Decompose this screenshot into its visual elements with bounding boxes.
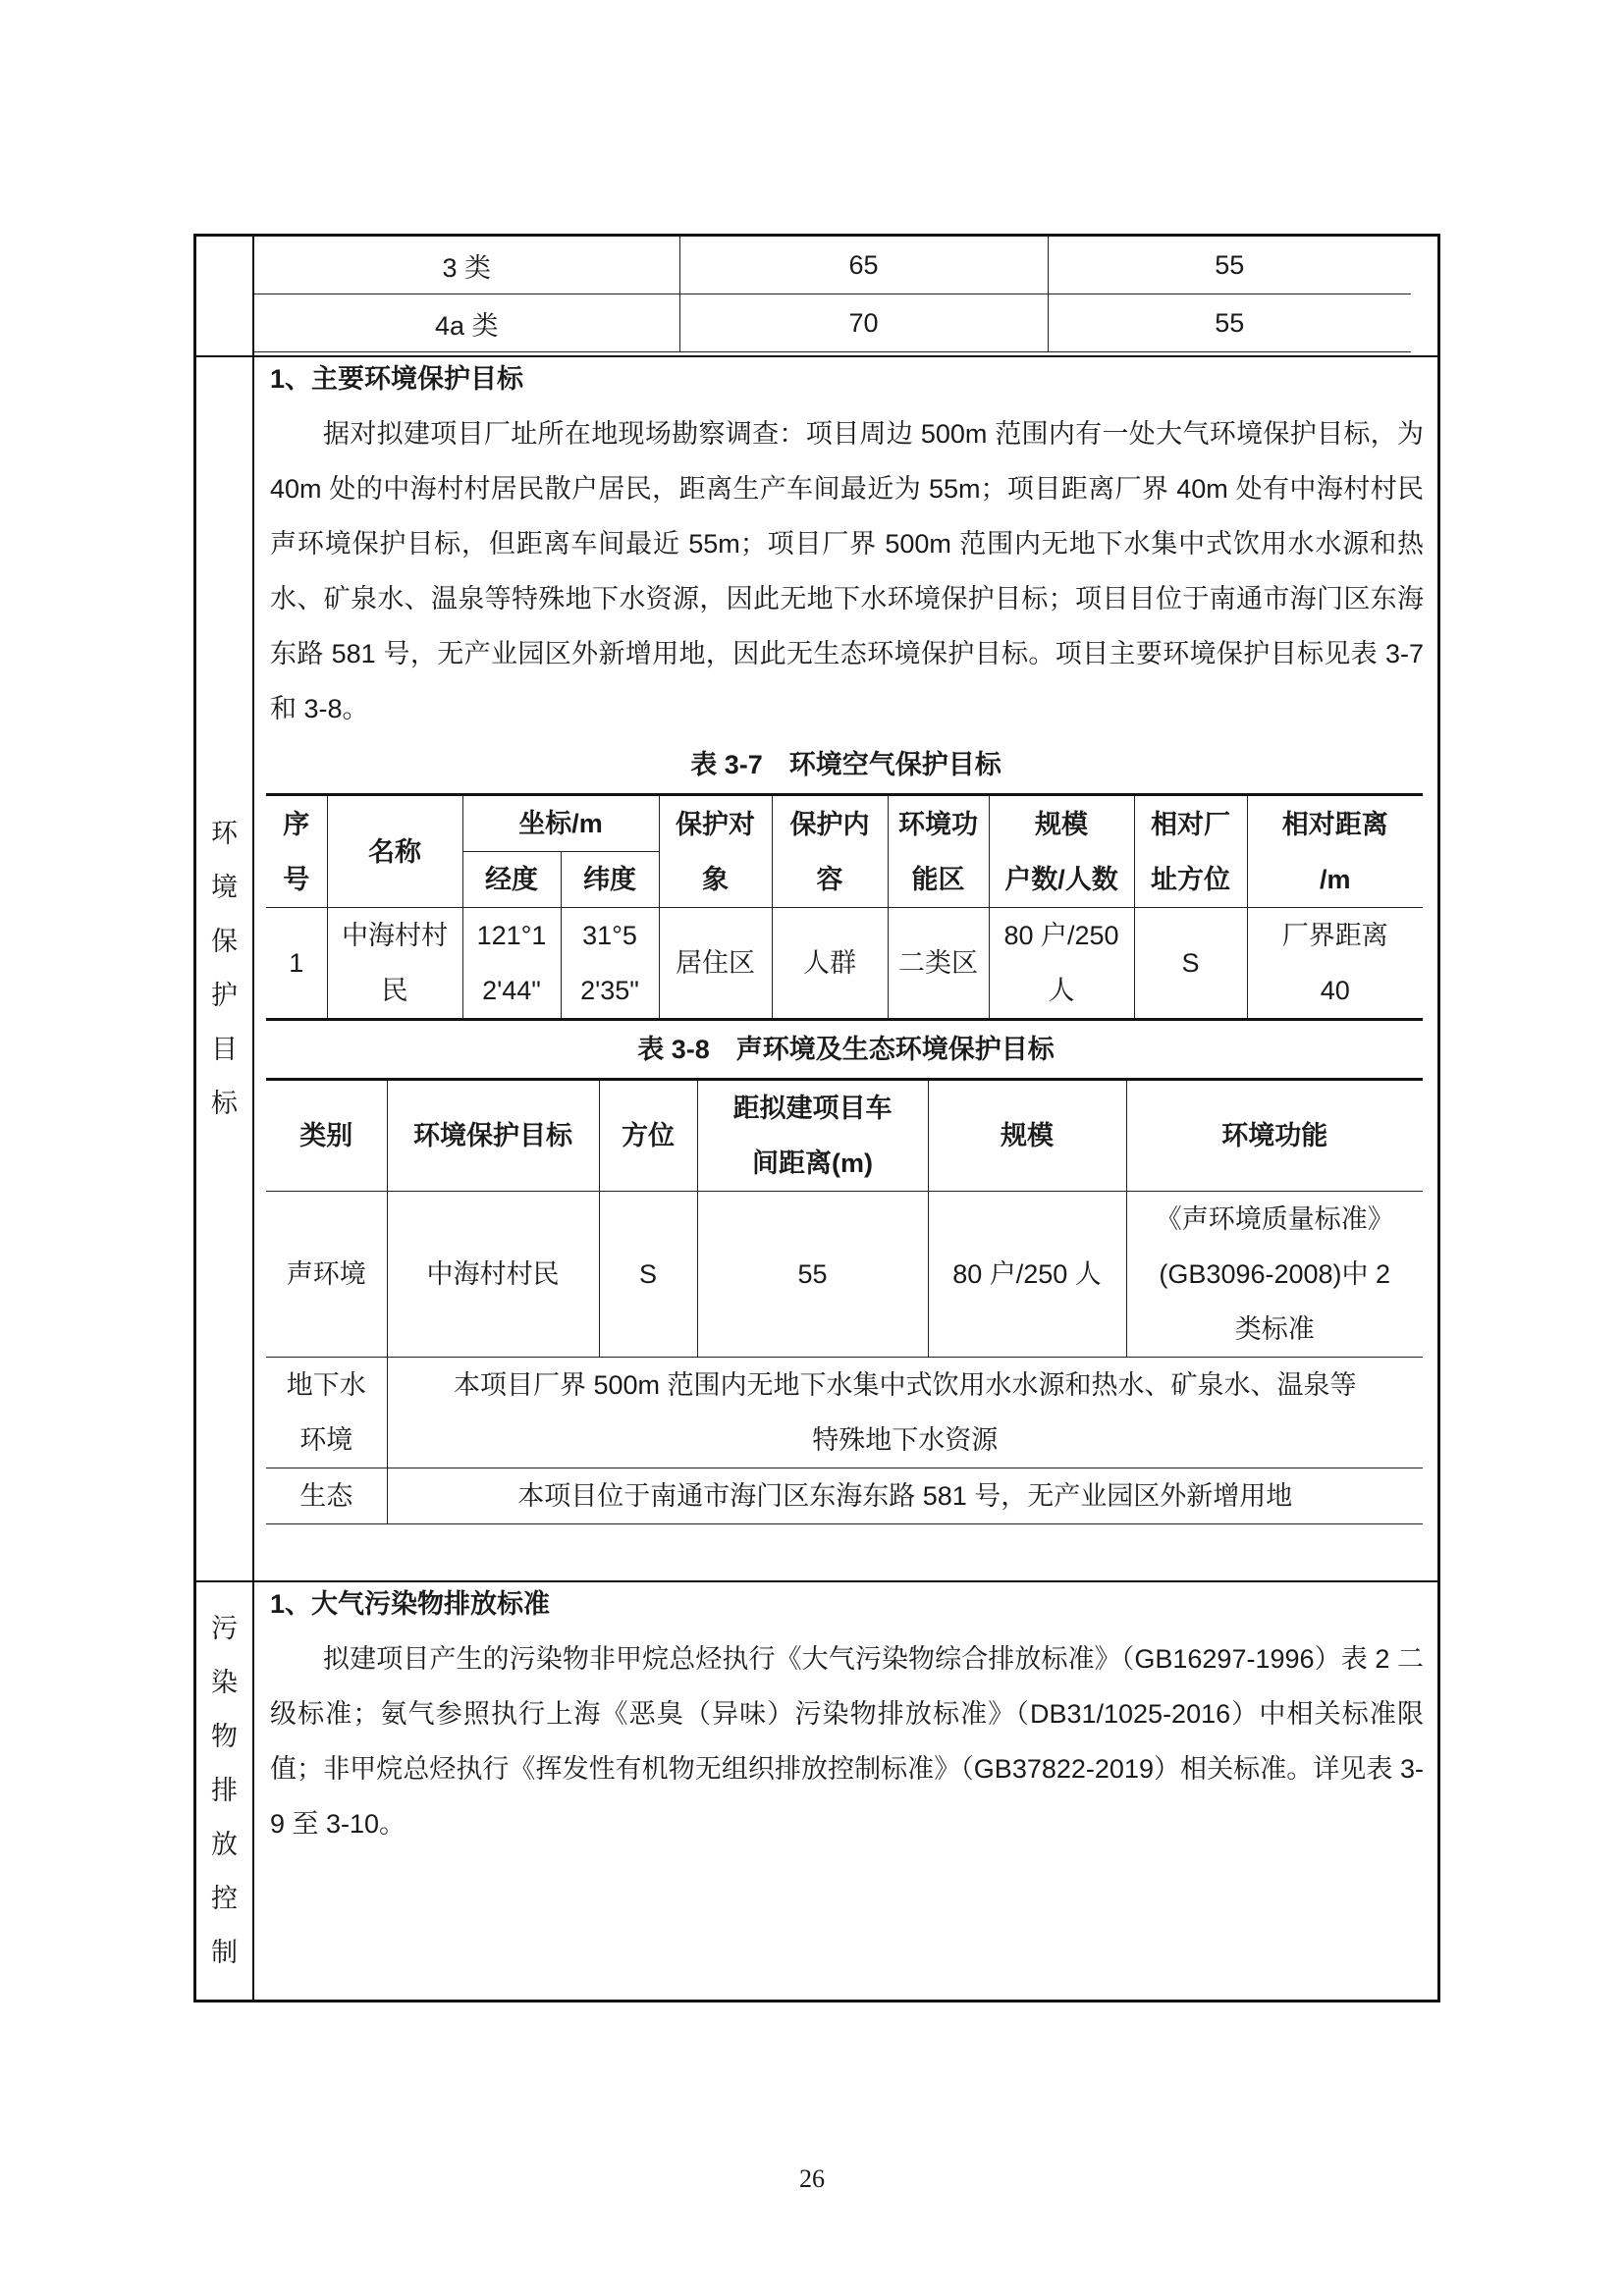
table-cell: 31°5 2'35" <box>561 908 659 1020</box>
table-cell: S <box>1134 908 1247 1020</box>
table-header-row <box>266 1080 1423 1192</box>
label-char: 护 <box>211 981 238 1010</box>
table-cell: 80 户/250 人 <box>989 908 1134 1020</box>
table-cell: 本项目位于南通市海门区东海东路 581 号，无产业园区外新增用地 <box>387 1468 1423 1524</box>
label-char: 排 <box>211 1776 238 1805</box>
table-cell: 生态 <box>266 1468 387 1524</box>
header-category: 类别 <box>266 1080 387 1192</box>
label-char: 标 <box>211 1089 238 1118</box>
table-cell: 70 <box>679 294 1048 352</box>
label-char: 控 <box>211 1884 238 1913</box>
table-cell: 中海村村 民 <box>327 908 462 1020</box>
table-cell: 55 <box>1048 237 1411 294</box>
table-cell: 80 户/250 人 <box>928 1192 1126 1358</box>
noise-standard-table-continued <box>254 237 1411 352</box>
table-cell: 二类区 <box>888 908 989 1020</box>
table-caption-3-7: 表 3-7 环境空气保护目标 <box>690 750 1001 779</box>
table-cell: 3 类 <box>254 237 679 294</box>
table-cell: 本项目厂界 500m 范围内无地下水集中式饮用水水源和热水、矿泉水、温泉等 特殊地下水资源 <box>387 1358 1423 1468</box>
table-cell: 1 <box>266 908 327 1020</box>
table-cell: 65 <box>679 237 1048 294</box>
table-row <box>254 237 1411 294</box>
header-target: 环境保护目标 <box>387 1080 599 1192</box>
label-char: 放 <box>211 1830 238 1859</box>
table-row <box>266 1358 1423 1468</box>
label-char: 环 <box>211 819 238 848</box>
header-scale: 规模 <box>928 1080 1126 1192</box>
section-label-emission-control <box>196 1582 252 2000</box>
table-row <box>254 294 1411 352</box>
table-cell: S <box>599 1192 697 1358</box>
table-cell: 厂界距离 40 <box>1247 908 1423 1020</box>
section-label-protection-targets <box>196 357 252 1580</box>
page-number: 26 <box>799 2164 825 2193</box>
table-cell: 中海村村民 <box>387 1192 599 1358</box>
table-row <box>266 908 1423 1020</box>
label-char: 目 <box>211 1035 238 1064</box>
noise-eco-protection-target-table <box>266 1078 1423 1524</box>
header-coord: 坐标/m <box>462 795 659 852</box>
table-caption-3-8: 表 3-8 声环境及生态环境保护目标 <box>637 1035 1055 1064</box>
table-row <box>266 1192 1423 1358</box>
table-header-row <box>266 795 1423 852</box>
label-char: 污 <box>211 1614 238 1643</box>
section-paragraph: 拟建项目产生的污染物非甲烷总烃执行《大气污染物综合排放标准》（GB16297-1996）表 2 二级标准；氨气参照执行上海《恶臭（异味）污染物排放标准》（DB31/1025-2016）中相关标准限值；非甲烷总烃执行《挥发性有机物无组织排放控制标准》（GB37822-2019）相关标准。详见表 3-9 至 3-10。 <box>270 1644 1424 1839</box>
section-heading: 1、大气污染物排放标准 <box>270 1589 551 1619</box>
table-cell: 55 <box>697 1192 928 1358</box>
table-cell: 55 <box>1048 294 1411 352</box>
table-cell: 4a 类 <box>254 294 679 352</box>
table-cell: 人群 <box>772 908 888 1020</box>
section-protection-targets <box>254 351 1437 1524</box>
header-latitude: 纬度 <box>561 852 659 908</box>
table-cell: 居住区 <box>659 908 772 1020</box>
header-name: 名称 <box>327 795 462 908</box>
header-distance: 距拟建项目车 间距离(m) <box>697 1080 928 1192</box>
header-scale: 规模 户数/人数 <box>989 795 1134 908</box>
table-cell: 声环境 <box>266 1192 387 1358</box>
label-char: 染 <box>211 1668 238 1697</box>
header-direction: 相对厂 址方位 <box>1134 795 1247 908</box>
label-char: 制 <box>211 1938 238 1967</box>
section-heading: 1、主要环境保护目标 <box>270 364 524 394</box>
header-content: 保护内 容 <box>772 795 888 908</box>
header-object: 保护对 象 <box>659 795 772 908</box>
label-char: 物 <box>211 1722 238 1751</box>
section-emission-control <box>254 1576 1437 1851</box>
header-longitude: 经度 <box>462 852 561 908</box>
header-distance: 相对距离 /m <box>1247 795 1423 908</box>
table-cell: 121°1 2'44" <box>462 908 561 1020</box>
section-paragraph: 据对拟建项目厂址所在地现场勘察调查：项目周边 500m 范围内有一处大气环境保护目标，为 40m 处的中海村村居民散户居民，距离生产车间最近为 55m；项目距离厂界 40m 处有中海村村民声环境保护目标，但距离车间最近 55m；项目厂界 500m 范围内无地下水集中式饮用水水源和热水、矿泉水、温泉等特殊地下水资源，因此无地下水环境保护目标；项目目位于南通市海门区东海东路 581 号，无产业园区外新增用地，因此无生态环境保护目标。项目主要环境保护目标见表 3-7 和 3-8。 <box>270 419 1424 723</box>
header-seq: 序 号 <box>266 795 327 908</box>
header-function: 环境功能 <box>1126 1080 1423 1192</box>
table-cell: 《声环境质量标准》 (GB3096-2008)中 2 类标准 <box>1126 1192 1423 1358</box>
header-direction: 方位 <box>599 1080 697 1192</box>
table-row <box>266 1468 1423 1524</box>
label-char: 境 <box>211 873 238 902</box>
header-function: 环境功 能区 <box>888 795 989 908</box>
label-char: 保 <box>211 927 238 956</box>
table-cell: 地下水 环境 <box>266 1358 387 1468</box>
air-protection-target-table <box>266 793 1423 1021</box>
